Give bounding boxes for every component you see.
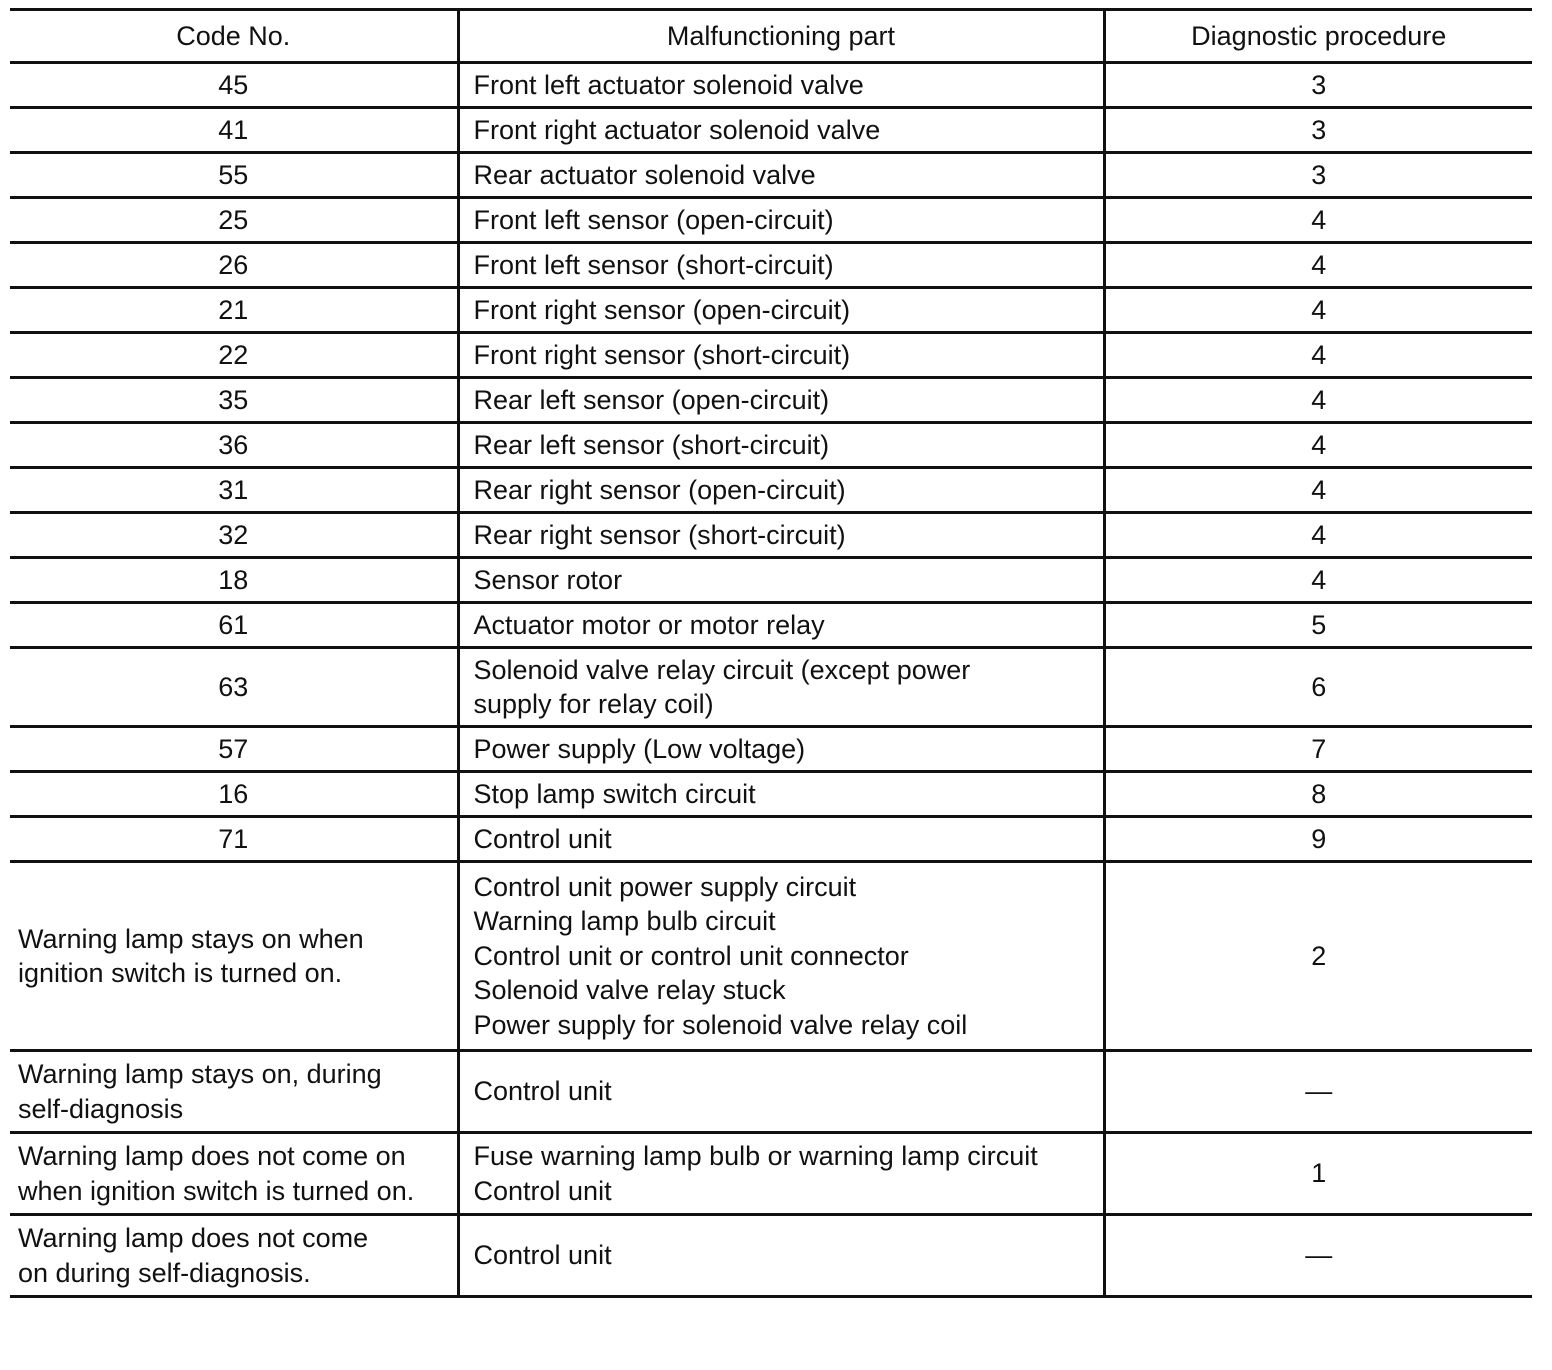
table-row xyxy=(10,288,1532,333)
table-row xyxy=(10,817,1532,862)
part-cell: Power supply (Low voltage) xyxy=(458,727,1104,772)
procedure-cell: 3 xyxy=(1104,63,1532,108)
part-cell: Actuator motor or motor relay xyxy=(458,603,1104,648)
part-cell: Front right actuator solenoid valve xyxy=(458,108,1104,153)
table-row xyxy=(10,108,1532,153)
table-row xyxy=(10,243,1532,288)
table-row xyxy=(10,603,1532,648)
procedure-cell: 4 xyxy=(1104,468,1532,513)
table-row xyxy=(10,1133,1532,1215)
part-cell: Stop lamp switch circuit xyxy=(458,772,1104,817)
procedure-cell: 9 xyxy=(1104,817,1532,862)
code-cell: 32 xyxy=(10,513,458,558)
table-row xyxy=(10,153,1532,198)
procedure-cell: 3 xyxy=(1104,153,1532,198)
code-cell: 16 xyxy=(10,772,458,817)
code-cell: 21 xyxy=(10,288,458,333)
code-cell: 22 xyxy=(10,333,458,378)
procedure-cell: 4 xyxy=(1104,243,1532,288)
code-cell: 45 xyxy=(10,63,458,108)
part-cell: Control unit xyxy=(458,1051,1104,1133)
procedure-cell: 4 xyxy=(1104,558,1532,603)
procedure-cell: 4 xyxy=(1104,333,1532,378)
part-cell: Front left sensor (short-circuit) xyxy=(458,243,1104,288)
procedure-cell: 4 xyxy=(1104,423,1532,468)
part-cell: Rear right sensor (short-circuit) xyxy=(458,513,1104,558)
part-cell: Fuse warning lamp bulb or warning lamp circuit Control unit xyxy=(458,1133,1104,1215)
part-cell: Sensor rotor xyxy=(458,558,1104,603)
procedure-cell: 8 xyxy=(1104,772,1532,817)
procedure-cell: 4 xyxy=(1104,513,1532,558)
code-cell: 35 xyxy=(10,378,458,423)
table-row xyxy=(10,1051,1532,1133)
code-cell: 36 xyxy=(10,423,458,468)
procedure-cell: — xyxy=(1104,1215,1532,1297)
condition-cell: Warning lamp does not come on when ignition switch is turned on. xyxy=(10,1133,458,1215)
table-row xyxy=(10,333,1532,378)
code-cell: 26 xyxy=(10,243,458,288)
code-cell: 61 xyxy=(10,603,458,648)
part-cell: Control unit power supply circuit Warning lamp bulb circuit Control unit or control unit connector Solenoid valve relay stuck Power supply for solenoid valve relay coil xyxy=(458,862,1104,1051)
table-row xyxy=(10,862,1532,1051)
diagnostic-code-table-wrapper xyxy=(10,8,1532,1298)
code-cell: 63 xyxy=(10,648,458,727)
table-row xyxy=(10,1215,1532,1297)
procedure-cell: 4 xyxy=(1104,198,1532,243)
condition-cell: Warning lamp stays on when ignition switch is turned on. xyxy=(10,862,458,1051)
table-row xyxy=(10,727,1532,772)
part-cell: Front right sensor (open-circuit) xyxy=(458,288,1104,333)
part-cell: Control unit xyxy=(458,1215,1104,1297)
code-cell: 41 xyxy=(10,108,458,153)
code-cell: 31 xyxy=(10,468,458,513)
procedure-cell: 1 xyxy=(1104,1133,1532,1215)
procedure-cell: 4 xyxy=(1104,378,1532,423)
condition-cell: Warning lamp does not come on during self-diagnosis. xyxy=(10,1215,458,1297)
part-cell: Front left sensor (open-circuit) xyxy=(458,198,1104,243)
table-row xyxy=(10,648,1532,727)
part-cell: Rear right sensor (open-circuit) xyxy=(458,468,1104,513)
header-diagnostic-procedure: Diagnostic procedure xyxy=(1104,10,1532,63)
table-row xyxy=(10,468,1532,513)
code-cell: 71 xyxy=(10,817,458,862)
header-malfunctioning-part: Malfunctioning part xyxy=(458,10,1104,63)
condition-cell: Warning lamp stays on, during self-diagnosis xyxy=(10,1051,458,1133)
table-row xyxy=(10,198,1532,243)
code-cell: 57 xyxy=(10,727,458,772)
part-cell: Front right sensor (short-circuit) xyxy=(458,333,1104,378)
part-cell: Solenoid valve relay circuit (except power supply for relay coil) xyxy=(458,648,1104,727)
diagnostic-code-table xyxy=(10,8,1532,1298)
table-row xyxy=(10,513,1532,558)
table-header-row xyxy=(10,10,1532,63)
procedure-cell: 7 xyxy=(1104,727,1532,772)
procedure-cell: 6 xyxy=(1104,648,1532,727)
part-cell: Rear left sensor (open-circuit) xyxy=(458,378,1104,423)
table-row xyxy=(10,772,1532,817)
header-code-no: Code No. xyxy=(10,10,458,63)
procedure-cell: 2 xyxy=(1104,862,1532,1051)
code-cell: 25 xyxy=(10,198,458,243)
code-cell: 18 xyxy=(10,558,458,603)
part-cell: Control unit xyxy=(458,817,1104,862)
table-row xyxy=(10,423,1532,468)
part-cell: Rear left sensor (short-circuit) xyxy=(458,423,1104,468)
part-cell: Front left actuator solenoid valve xyxy=(458,63,1104,108)
table-row xyxy=(10,558,1532,603)
code-cell: 55 xyxy=(10,153,458,198)
procedure-cell: 4 xyxy=(1104,288,1532,333)
table-row xyxy=(10,63,1532,108)
table-row xyxy=(10,378,1532,423)
procedure-cell: — xyxy=(1104,1051,1532,1133)
procedure-cell: 5 xyxy=(1104,603,1532,648)
part-cell: Rear actuator solenoid valve xyxy=(458,153,1104,198)
procedure-cell: 3 xyxy=(1104,108,1532,153)
